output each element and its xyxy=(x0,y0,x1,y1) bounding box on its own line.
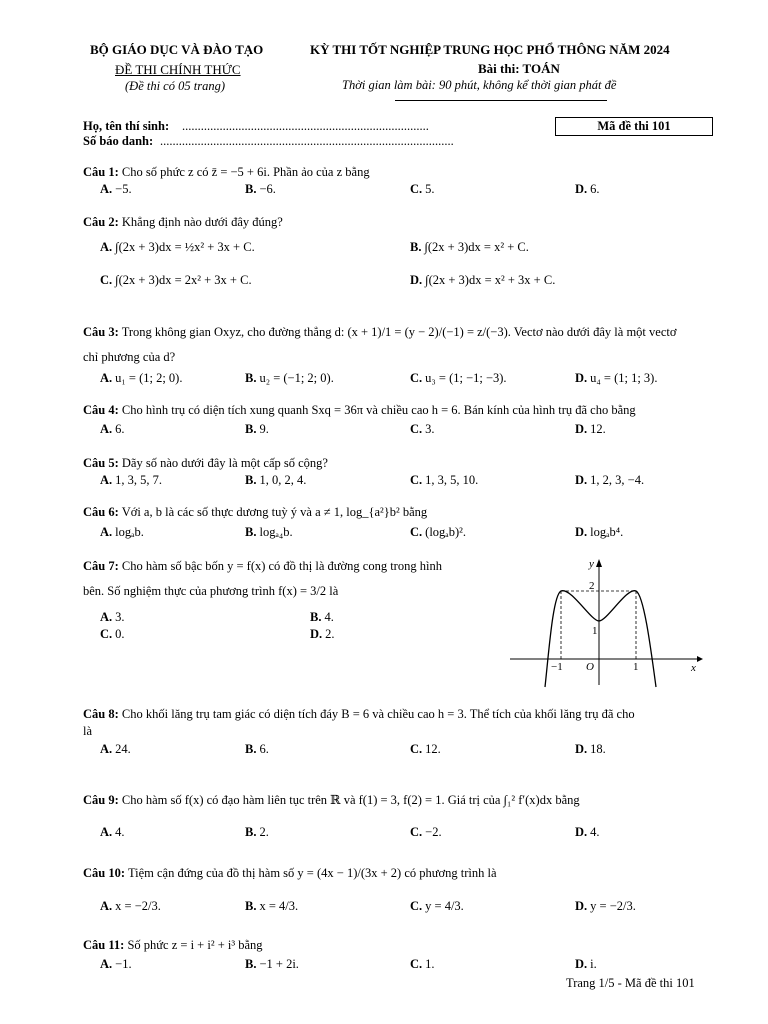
question-text: Với a, b là các số thực dương tuỳ ý và a ≠ 1, log_{a²}b² bằng xyxy=(121,505,428,519)
id-dots: .............................................................................................. xyxy=(160,134,454,148)
question-10 xyxy=(83,866,497,881)
exam-name: KỲ THI TỐT NGHIỆP TRUNG HỌC PHỔ THÔNG NĂM 2024 xyxy=(310,42,670,57)
option-letter: A. xyxy=(100,422,113,436)
origin-label: O xyxy=(586,661,594,673)
option-text: 6. xyxy=(259,742,269,756)
option-letter: B. xyxy=(245,957,257,971)
option-text: 3. xyxy=(425,422,435,436)
option-c[interactable] xyxy=(100,627,125,642)
x-axis xyxy=(510,656,703,662)
option-b[interactable] xyxy=(245,182,276,197)
option-a[interactable] xyxy=(100,957,132,972)
option-c[interactable] xyxy=(410,525,466,540)
option-b[interactable] xyxy=(245,422,269,437)
tick-y-2: 2 xyxy=(589,580,595,592)
option-letter: C. xyxy=(410,473,423,487)
option-text: y = 4/3. xyxy=(425,899,464,913)
option-text: 3. xyxy=(115,610,125,624)
option-c[interactable] xyxy=(100,273,252,288)
tick-x-pos1: 1 xyxy=(633,661,639,673)
question-text-cont: là xyxy=(83,724,93,738)
option-text: u₁ = (1; 2; 0). xyxy=(115,371,183,385)
option-b[interactable] xyxy=(245,742,269,757)
option-d[interactable] xyxy=(575,742,606,757)
option-c[interactable] xyxy=(410,742,441,757)
option-letter: A. xyxy=(100,899,113,913)
pages-note: (Đề thi có 05 trang) xyxy=(125,79,225,93)
header-divider xyxy=(395,100,607,101)
option-text: −1. xyxy=(115,957,132,971)
option-text: logₐ₄b. xyxy=(259,525,293,539)
option-letter: A. xyxy=(100,525,113,539)
option-a[interactable] xyxy=(100,610,125,625)
question-text-cont: bên. Số nghiệm thực của phương trình f(x) = 3/2 là xyxy=(83,584,339,598)
option-c[interactable] xyxy=(410,182,435,197)
option-d[interactable] xyxy=(575,371,657,386)
option-letter: D. xyxy=(575,473,588,487)
option-a[interactable] xyxy=(100,473,162,488)
option-letter: B. xyxy=(245,742,257,756)
option-b[interactable] xyxy=(245,899,298,914)
option-c[interactable] xyxy=(410,473,478,488)
question-1 xyxy=(83,165,370,180)
question-text: Tiệm cận đứng của đồ thị hàm số y = (4x − 1)/(3x + 2) có phương trình là xyxy=(127,866,497,880)
option-text: u₃ = (1; −1; −3). xyxy=(425,371,507,385)
question-label: Câu 4: xyxy=(83,403,119,417)
id-label: Số báo danh: xyxy=(83,134,154,148)
option-b[interactable] xyxy=(245,525,293,540)
option-letter: B. xyxy=(245,899,257,913)
option-c[interactable] xyxy=(410,899,464,914)
question-8 xyxy=(83,707,635,722)
option-text: 12. xyxy=(590,422,606,436)
option-letter: A. xyxy=(100,742,113,756)
option-letter: C. xyxy=(410,825,423,839)
option-text: x = 4/3. xyxy=(259,899,299,913)
y-axis-label: y xyxy=(589,558,594,570)
option-letter: B. xyxy=(245,182,257,196)
option-letter: A. xyxy=(100,610,113,624)
option-text: 12. xyxy=(425,742,441,756)
question-label: Câu 7: xyxy=(83,559,119,573)
option-letter: C. xyxy=(410,182,423,196)
option-text: 18. xyxy=(590,742,606,756)
option-text: u₄ = (1; 1; 3). xyxy=(590,371,658,385)
option-text: 6. xyxy=(115,422,125,436)
option-letter: C. xyxy=(100,627,113,641)
exam-code-box: Mã đề thi 101 xyxy=(555,117,713,136)
option-d[interactable] xyxy=(575,525,623,540)
option-letter: D. xyxy=(575,899,588,913)
question-text: Số phức z = i + i² + i³ bằng xyxy=(127,938,263,952)
option-letter: C. xyxy=(410,742,423,756)
question-label: Câu 11: xyxy=(83,938,125,952)
question-6 xyxy=(83,505,427,520)
option-text: ∫(2x + 3)dx = ½x² + 3x + C. xyxy=(115,240,255,254)
option-letter: B. xyxy=(245,473,257,487)
name-dots: ............................................................................... xyxy=(182,119,429,133)
option-letter: B. xyxy=(410,240,422,254)
question-4 xyxy=(83,403,636,418)
question-7 xyxy=(83,559,442,574)
option-b[interactable] xyxy=(245,473,306,488)
page-footer: Trang 1/5 - Mã đề thi 101 xyxy=(566,976,695,990)
x-axis-label: x xyxy=(691,662,696,674)
option-letter: A. xyxy=(100,473,113,487)
option-d[interactable] xyxy=(410,273,555,288)
option-letter: D. xyxy=(310,627,323,641)
option-d[interactable] xyxy=(575,473,644,488)
option-a[interactable] xyxy=(100,422,125,437)
option-text: −5. xyxy=(115,182,132,196)
option-text: logₐb. xyxy=(115,525,144,539)
question-text: Cho hàm số f(x) có đạo hàm liên tục trên ℝ và f(1) = 3, f(2) = 1. Giá trị của ∫₁² f′(x)dx bằng xyxy=(121,793,580,807)
question-label: Câu 3: xyxy=(83,325,119,339)
option-a[interactable] xyxy=(100,371,182,386)
option-b[interactable] xyxy=(310,610,334,625)
question-label: Câu 10: xyxy=(83,866,126,880)
option-letter: C. xyxy=(100,273,113,287)
option-letter: C. xyxy=(410,371,423,385)
option-letter: D. xyxy=(575,957,588,971)
option-d[interactable] xyxy=(575,899,636,914)
option-letter: A. xyxy=(100,371,113,385)
option-c[interactable] xyxy=(410,371,507,386)
option-text: 1, 2, 3, −4. xyxy=(590,473,645,487)
question-label: Câu 2: xyxy=(83,215,119,229)
option-text: 6. xyxy=(590,182,600,196)
question-label: Câu 9: xyxy=(83,793,119,807)
option-letter: B. xyxy=(245,422,257,436)
option-text: ∫(2x + 3)dx = x² + C. xyxy=(424,240,529,254)
name-label: Họ, tên thí sinh: xyxy=(83,119,170,133)
option-letter: C. xyxy=(410,899,423,913)
option-text: y = −2/3. xyxy=(590,899,636,913)
option-letter: D. xyxy=(575,525,588,539)
option-letter: D. xyxy=(575,422,588,436)
option-a[interactable] xyxy=(100,742,131,757)
question-text: Cho hàm số bậc bốn y = f(x) có đồ thị là đường cong trong hình xyxy=(121,559,442,573)
option-text: 2. xyxy=(325,627,335,641)
option-letter: D. xyxy=(575,825,588,839)
question-label: Câu 5: xyxy=(83,456,119,470)
option-text: −2. xyxy=(425,825,442,839)
option-text: −1 + 2i. xyxy=(259,957,299,971)
option-text: (logₐb)². xyxy=(425,525,466,539)
question-9 xyxy=(83,792,580,808)
option-text: 1. xyxy=(425,957,435,971)
option-text: u₂ = (−1; 2; 0). xyxy=(259,371,334,385)
option-text: 4. xyxy=(590,825,600,839)
option-letter: B. xyxy=(245,525,257,539)
option-a[interactable] xyxy=(100,825,125,840)
option-b[interactable] xyxy=(410,240,529,255)
option-text: x = −2/3. xyxy=(115,899,161,913)
option-c[interactable] xyxy=(410,957,435,972)
tick-y-1: 1 xyxy=(592,625,598,637)
option-letter: A. xyxy=(100,240,113,254)
option-text: ∫(2x + 3)dx = 2x² + 3x + C. xyxy=(115,273,252,287)
option-b[interactable] xyxy=(245,825,269,840)
option-text: logₐb⁴. xyxy=(590,525,624,539)
question-text: Cho khối lăng trụ tam giác có diện tích đáy B = 6 và chiều cao h = 3. Thể tích của khối lăng trụ đã cho xyxy=(121,707,635,721)
option-text: 0. xyxy=(115,627,125,641)
option-d[interactable] xyxy=(575,422,606,437)
option-letter: C. xyxy=(410,525,423,539)
question-text: Cho số phức z có z̄ = −5 + 6i. Phần ảo của z bằng xyxy=(121,165,370,179)
question-text: Trong không gian Oxyz, cho đường thẳng d: (x + 1)/1 = (y − 2)/(−1) = z/(−3). Vectơ nào dưới đây là một vectơ xyxy=(121,325,677,339)
y-axis xyxy=(596,559,602,685)
question-text: Dãy số nào dưới đây là một cấp số cộng? xyxy=(121,456,328,470)
question-label: Câu 6: xyxy=(83,505,119,519)
option-letter: D. xyxy=(575,182,588,196)
option-text: 24. xyxy=(115,742,131,756)
option-a[interactable] xyxy=(100,899,161,914)
option-text: 1, 3, 5, 7. xyxy=(115,473,163,487)
question-text-cont: chỉ phương của d? xyxy=(83,350,176,364)
option-text: 9. xyxy=(259,422,269,436)
option-b[interactable] xyxy=(245,957,299,972)
option-a[interactable] xyxy=(100,525,144,540)
option-letter: C. xyxy=(410,957,423,971)
option-b[interactable] xyxy=(245,371,334,386)
option-letter: B. xyxy=(310,610,322,624)
option-d[interactable] xyxy=(310,627,335,642)
option-letter: A. xyxy=(100,957,113,971)
option-text: 5. xyxy=(425,182,435,196)
ministry-title: BỘ GIÁO DỤC VÀ ĐÀO TẠO xyxy=(90,42,264,57)
option-letter: B. xyxy=(245,825,257,839)
option-text: 1, 3, 5, 10. xyxy=(425,473,479,487)
question-5 xyxy=(83,456,328,471)
question-11 xyxy=(83,938,263,953)
option-c[interactable] xyxy=(410,422,435,437)
option-letter: B. xyxy=(245,371,257,385)
question-label: Câu 8: xyxy=(83,707,119,721)
option-text: ∫(2x + 3)dx = x² + 3x + C. xyxy=(425,273,556,287)
tick-x-neg1: −1 xyxy=(551,661,563,673)
option-letter: D. xyxy=(410,273,423,287)
option-c[interactable] xyxy=(410,825,442,840)
option-text: 4. xyxy=(324,610,334,624)
question-2 xyxy=(83,215,283,230)
option-text: −6. xyxy=(259,182,276,196)
question-text: Khẳng định nào dưới đây đúng? xyxy=(121,215,283,229)
option-text: 2. xyxy=(259,825,269,839)
option-letter: D. xyxy=(575,742,588,756)
option-d[interactable] xyxy=(575,957,597,972)
quartic-graph xyxy=(505,555,705,690)
option-text: 1, 0, 2, 4. xyxy=(259,473,307,487)
question-text: Cho hình trụ có diện tích xung quanh Sxq = 36π và chiều cao h = 6. Bán kính của hình trụ đã cho bằng xyxy=(121,403,636,417)
official-label: ĐỀ THI CHÍNH THỨC xyxy=(115,62,241,77)
option-text: 4. xyxy=(115,825,125,839)
option-letter: C. xyxy=(410,422,423,436)
option-letter: A. xyxy=(100,825,113,839)
option-letter: D. xyxy=(575,371,588,385)
question-label: Câu 1: xyxy=(83,165,119,179)
option-letter: A. xyxy=(100,182,113,196)
option-text: i. xyxy=(590,957,597,971)
option-a[interactable] xyxy=(100,182,132,197)
subject: Bài thi: TOÁN xyxy=(478,61,560,76)
option-a[interactable] xyxy=(100,240,255,255)
option-d[interactable] xyxy=(575,182,600,197)
time-note: Thời gian làm bài: 90 phút, không kể thời gian phát đề xyxy=(342,78,617,92)
question-3 xyxy=(83,325,676,340)
option-d[interactable] xyxy=(575,825,600,840)
